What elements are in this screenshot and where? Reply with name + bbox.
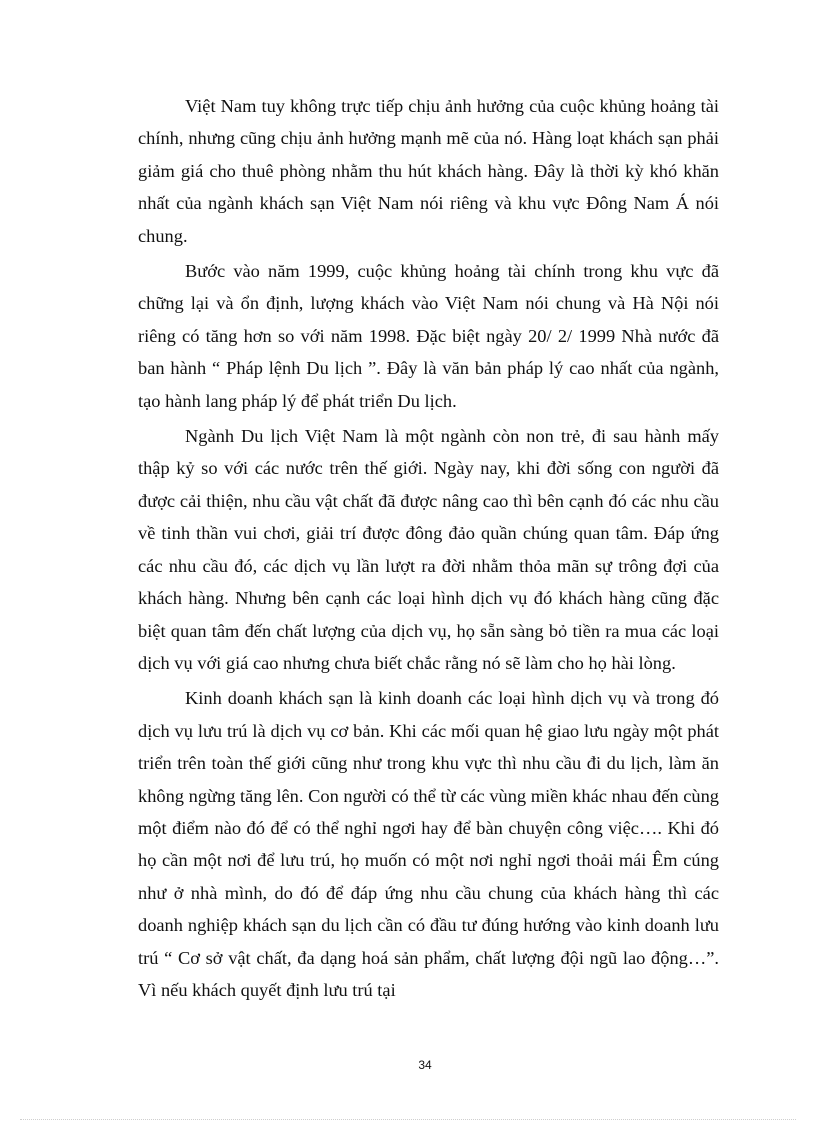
paragraph-4: Kinh doanh khách sạn là kinh doanh các loại hình dịch vụ và trong đó dịch vụ lưu trú là dịch vụ cơ bản. Khi các mối quan hệ giao lưu ngày một phát triển trên toàn thế giới cũng như trong khu vực thì nhu cầu đi du lịch, làm ăn không ngừng tăng lên. Con người có thể từ các vùng miền khác nhau đến cùng một điểm nào đó để có thể nghỉ ngơi hay để bàn chuyện công việc…. Khi đó họ cần một nơi để lưu trú, họ muốn có một nơi nghỉ ngơi thoải mái Êm cúng như ở nhà mình, do đó để đáp ứng nhu cầu chung của khách hàng thì các doanh nghiệp khách sạn du lịch cần có đầu tư đúng hướng vào kinh doanh lưu trú “ Cơ sở vật chất, đa dạng hoá sản phẩm, chất lượng đội ngũ lao động…”. Vì nếu khách quyết định lưu trú tại xyxy=(138,688,719,1000)
paragraph-3: Ngành Du lịch Việt Nam là một ngành còn non trẻ, đi sau hành mấy thập kỷ so với các nước trên thế giới. Ngày nay, khi đời sống con người đã được cải thiện, nhu cầu vật chất đã được nâng cao thì bên cạnh đó các nhu cầu về tinh thần vui chơi, giải trí được đông đảo quần chúng quan tâm. Đáp ứng các nhu cầu đó, các dịch vụ lần lượt ra đời nhằm thỏa mãn sự trông đợi của khách hàng. Nhưng bên cạnh các loại hình dịch vụ đó khách hàng cũng đặc biệt quan tâm đến chất lượng của dịch vụ, họ sẵn sàng bỏ tiền ra mua các loại dịch vụ với giá cao nhưng chưa biết chắc rằng nó sẽ làm cho họ hài lòng. xyxy=(138,426,719,673)
paragraph-2: Bước vào năm 1999, cuộc khủng hoảng tài chính trong khu vực đã chững lại và ổn định, lượng khách vào Việt Nam nói chung và Hà Nội nói riêng có tăng hơn so với năm 1998. Đặc biệt ngày 20/ 2/ 1999 Nhà nước đã ban hành “ Pháp lệnh Du lịch ”. Đây là văn bản pháp lý cao nhất của ngành, tạo hành lang pháp lý để phát triển Du lịch. xyxy=(138,261,719,411)
page-number: 34 xyxy=(418,1058,432,1072)
page-bottom-edge xyxy=(20,1119,796,1120)
paragraph-1: Việt Nam tuy không trực tiếp chịu ảnh hưởng của cuộc khủng hoảng tài chính, nhưng cũng chịu ảnh hưởng mạnh mẽ của nó. Hàng loạt khách sạn phải giảm giá cho thuê phòng nhằm thu hút khách hàng. Đây là thời kỳ khó khăn nhất của ngành khách sạn Việt Nam nói riêng và khu vực Đông Nam Á nói chung. xyxy=(138,96,719,246)
body-text xyxy=(138,90,719,1009)
